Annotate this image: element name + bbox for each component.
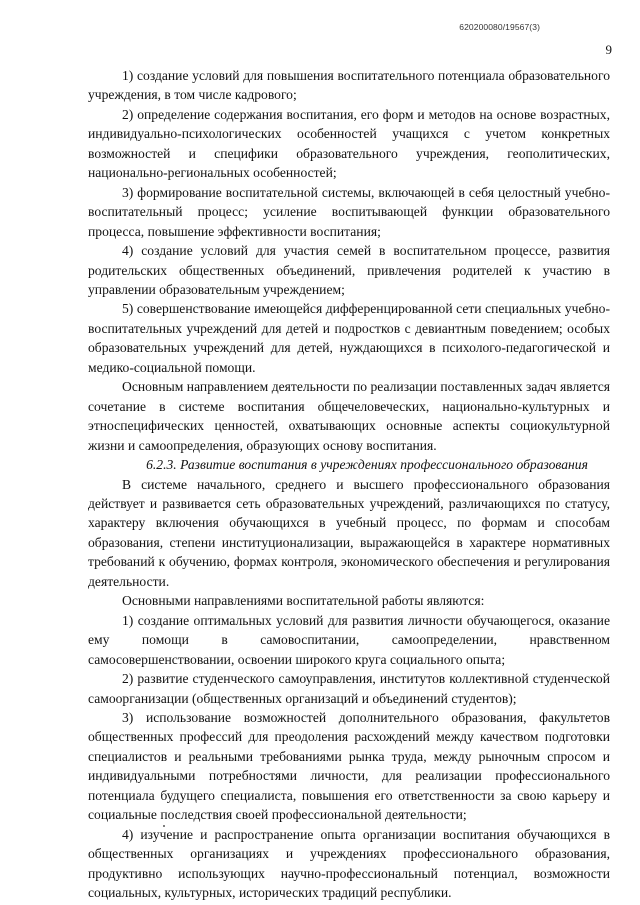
list-item: 5) совершенствование имеющейся дифференцированной сети специальных учебно-воспитательных учреждений для детей и подростков с девиантным поведением; особых образовательных учреждений для детей, нуждающихся в психолого-педагогической и медико-социальной помощи. xyxy=(88,301,610,375)
list-item: 3) формирование воспитательной системы, включающей в себя целостный учебно-воспитательный процесс; усиление воспитывающей функции образовательного процесса, повышение эффективности воспитания; xyxy=(88,184,610,239)
section-heading: 6.2.3. Развитие воспитания в учреждениях профессионального образования xyxy=(146,457,588,473)
list-item: 4) изучение и распространение опыта организации воспитания обучающихся в общественных организациях и учреждениях профессионального образования, продуктивно использующих научно-профессиональный потенциал, возможности социальных, культурных, исторических традиций республики. xyxy=(88,826,610,901)
list-item: 2) развитие студенческого самоуправления, институтов коллективной студенческой самоорганизации (общественных организаций и объединений студентов); xyxy=(88,671,610,706)
document-body xyxy=(88,66,610,902)
paragraph: В системе начального, среднего и высшего профессионального образования действует и развивается сеть образовательных учреждений, различающихся по статусу, характеру включения обучающихся в учебный процесс, по формам и способам образования, степени институционализации, выражающейся в характере нормативных требований к обучению, формах контроля, экономического обеспечения и регулирования деятельности. xyxy=(88,476,610,589)
paragraph: Основным направлением деятельности по реализации поставленных задач является сочетание в системе воспитания общечеловеческих, национально-культурных и этноспецифических ценностей, охватывающих основные аспекты социокультурной жизни и самоопределения, образующих основу воспитания. xyxy=(88,379,610,453)
page-number: 9 xyxy=(605,42,612,57)
paragraph: Основными направлениями воспитательной работы являются: xyxy=(122,593,485,609)
list-item: 4) создание условий для участия семей в воспитательном процессе, развития родительских общественных объединений, привлечения родителей к участию в управлении образовательным учреждением; xyxy=(88,243,610,297)
document-id: 620200080/19567(3) xyxy=(459,22,540,32)
list-item: 2) определение содержания воспитания, его форм и методов на основе возрастных, индивидуально-психологических особенностей учащихся с учетом конкретных возможностей и специфики образовательного учреждения, геополитических, национально-региональных особенностей; xyxy=(88,106,610,181)
list-item: 1) создание оптимальных условий для развития личности обучающегося, оказание ему помощи в самовоспитании, самоопределении, нравственном самосовершенствовании, освоении широкого круга социального опыта; xyxy=(88,612,610,667)
scan-speck xyxy=(163,825,165,827)
list-item: 1) создание условий для повышения воспитательного потенциала образовательного учреждения, в том числе кадрового; xyxy=(88,68,610,103)
list-item: 3) использование возможностей дополнительного образования, факультетов общественных профессий для преодоления расхождений между качеством подготовки специалистов и реальными требованиями рынка труда, между рыночным спросом и индивидуальными потребностями личности, для реализации профессионального потенциала будущего специалиста, повышения его ответственности за свою карьеру и социальные последствия своей профессиональной деятельности; xyxy=(88,709,610,823)
